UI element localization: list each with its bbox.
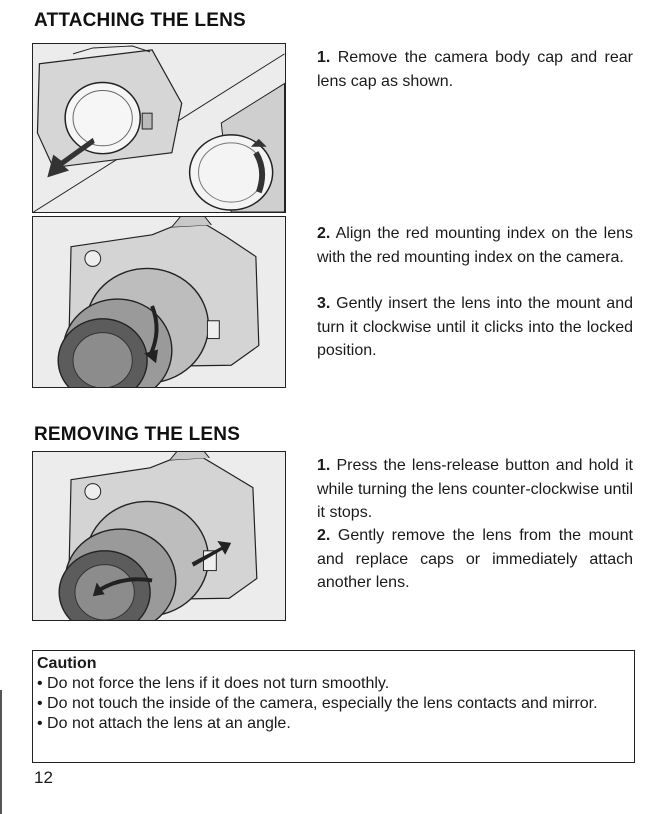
camera-caps-drawing — [33, 44, 285, 212]
caution-item: • Do not attach the lens at an angle. — [37, 715, 291, 732]
camera-remove-drawing — [33, 452, 285, 620]
attach-step-3-text: Gently insert the lens into the mount and turn it clockwise until it clicks into the locked position. — [317, 295, 633, 359]
attach-step-1-text: Remove the camera body cap and rear lens cap as shown. — [317, 49, 633, 90]
attach-step-1-number: 1. — [317, 49, 331, 66]
remove-step-1 — [317, 454, 633, 525]
page-edge-line — [0, 690, 2, 814]
caution-item: • Do not force the lens if it does not turn smoothly. — [37, 675, 390, 692]
remove-step-2-number: 2. — [317, 527, 331, 544]
caution-item: • Do not touch the inside of the camera, especially the lens contacts and mirror. — [37, 695, 598, 712]
attach-step-2-text: Align the red mounting index on the lens with the red mounting index on the camera. — [317, 225, 633, 266]
remove-step-2-text: Gently remove the lens from the mount and replace caps or immediately attach another lens. — [317, 527, 633, 591]
remove-step-2 — [317, 524, 633, 595]
caution-title: Caution — [37, 655, 97, 672]
camera-attach-drawing — [33, 217, 285, 387]
attach-step-2-number: 2. — [317, 225, 331, 242]
page-number: 12 — [34, 768, 53, 787]
attach-step-3 — [317, 292, 633, 363]
remove-step-1-number: 1. — [317, 457, 331, 474]
illustration-remove-caps — [32, 43, 286, 213]
illustration-remove-lens — [32, 451, 286, 621]
remove-step-1-text: Press the lens-release button and hold it while turning the lens counter-clockwise until it stops. — [317, 457, 633, 521]
attach-step-3-number: 3. — [317, 295, 331, 312]
section-heading-removing: REMOVING THE LENS — [34, 424, 241, 445]
section-heading-attaching: ATTACHING THE LENS — [34, 10, 246, 31]
caution-box — [32, 650, 635, 763]
illustration-attach-lens — [32, 216, 286, 388]
attach-step-2 — [317, 222, 633, 269]
attach-step-1 — [317, 46, 633, 93]
